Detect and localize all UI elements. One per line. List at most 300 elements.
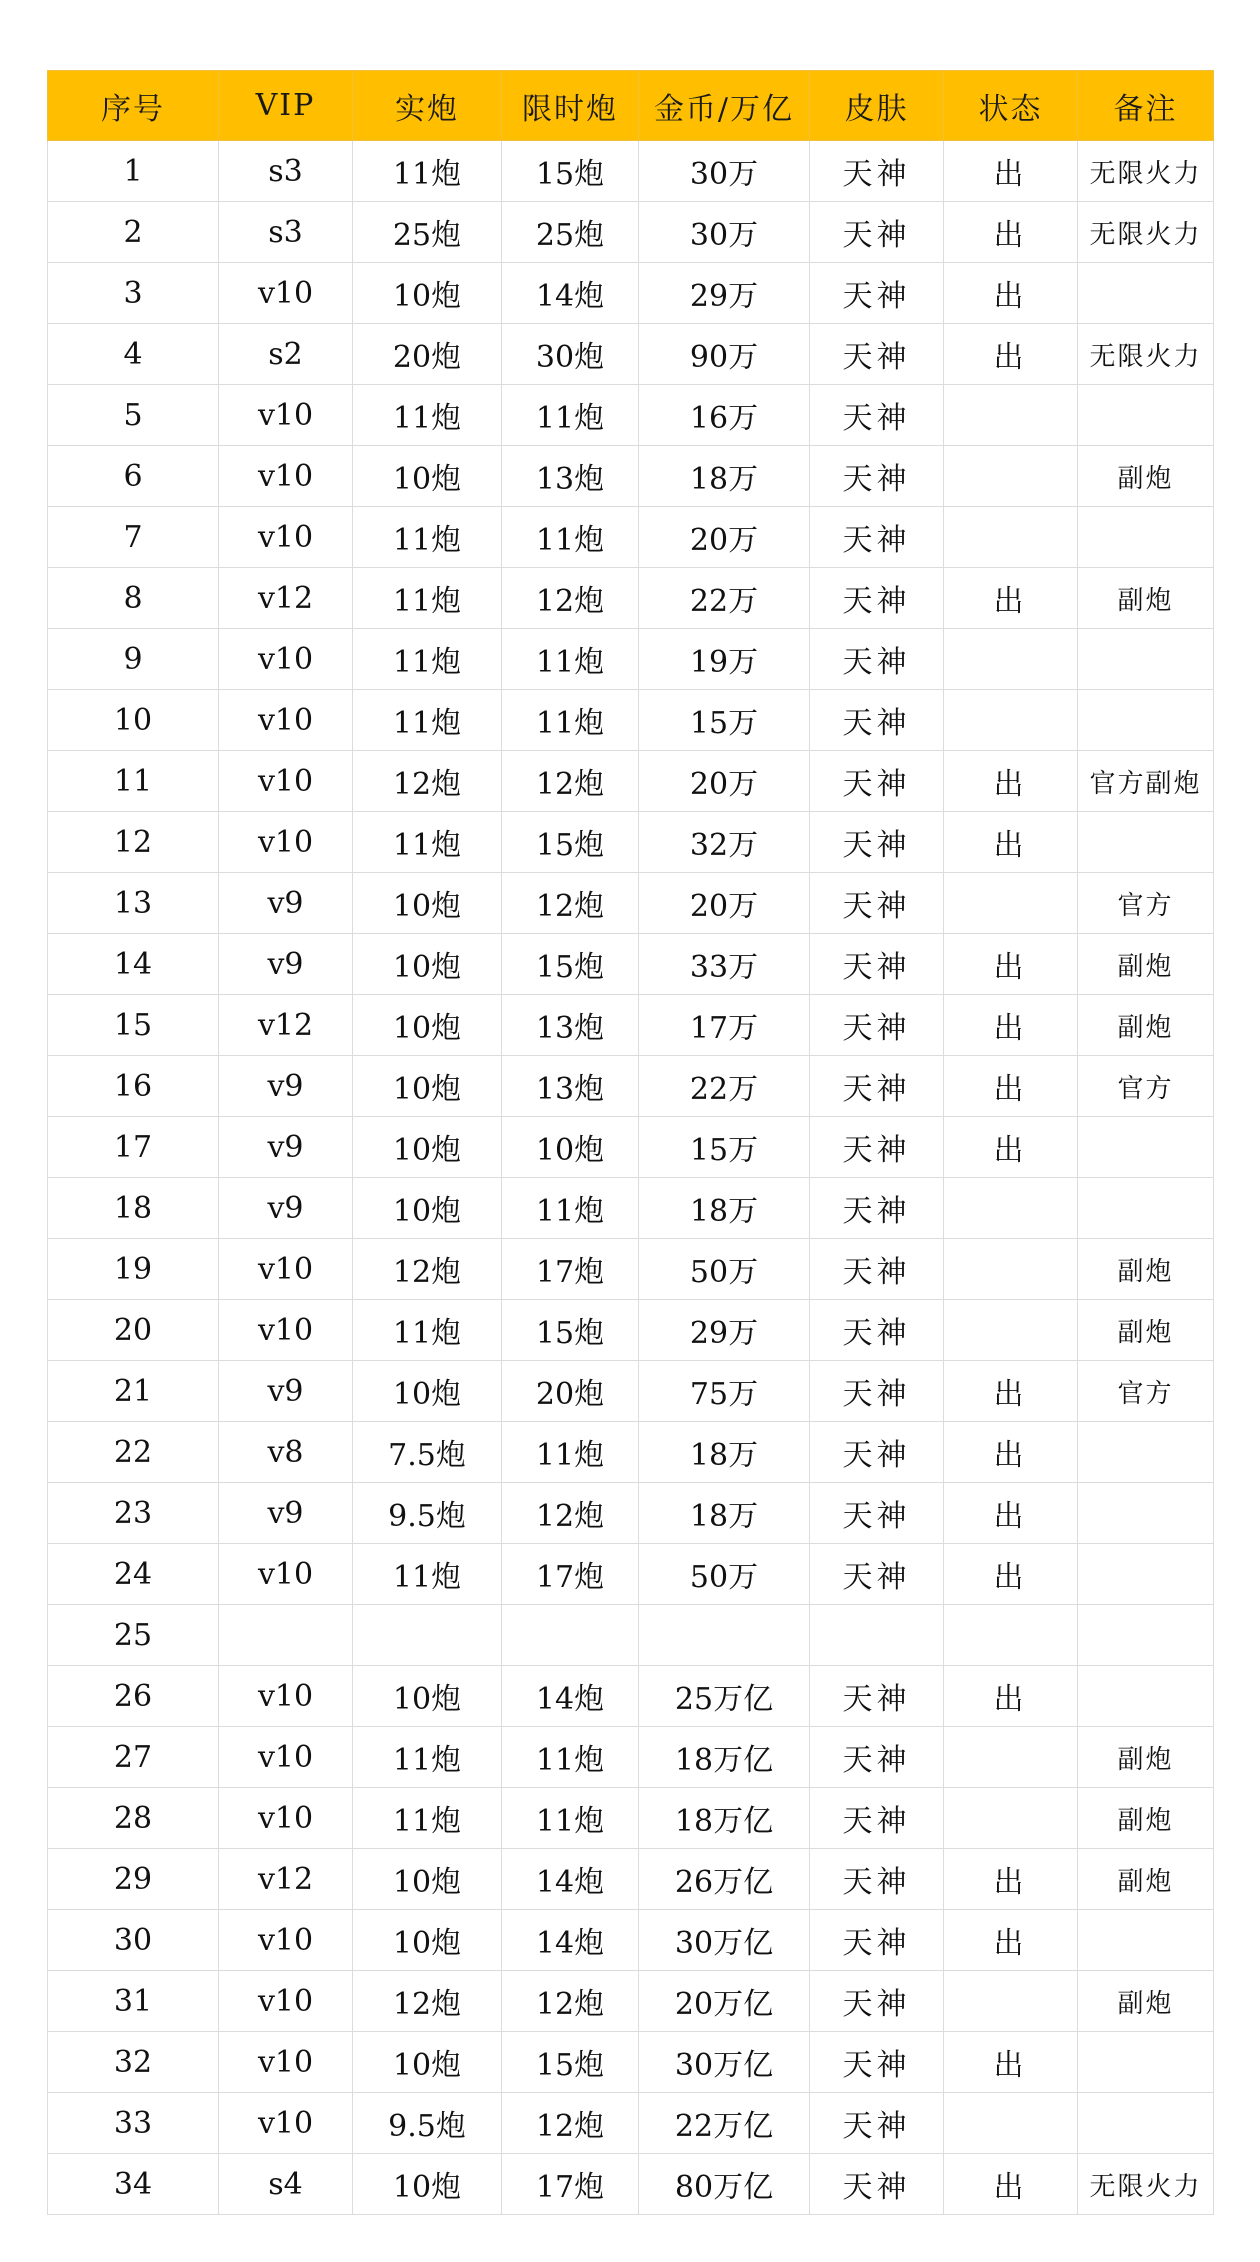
cell-timed-cannon: 15炮	[502, 1300, 639, 1361]
cell-skin: 天神	[810, 263, 944, 324]
cell-index: 16	[48, 1056, 219, 1117]
cell-index: 28	[48, 1788, 219, 1849]
cell-notes	[1078, 1666, 1214, 1727]
cell-real-cannon: 25炮	[353, 202, 502, 263]
table-body	[48, 141, 1214, 2215]
cell-notes	[1078, 263, 1214, 324]
cell-index: 8	[48, 568, 219, 629]
cell-notes	[1078, 629, 1214, 690]
cell-vip: v10	[219, 507, 353, 568]
cell-status: 出	[944, 751, 1078, 812]
cell-status	[944, 2093, 1078, 2154]
cell-notes: 无限火力	[1078, 141, 1214, 202]
cell-timed-cannon: 13炮	[502, 446, 639, 507]
table-row	[48, 1300, 1214, 1361]
cell-notes	[1078, 1544, 1214, 1605]
cell-index: 15	[48, 995, 219, 1056]
cell-timed-cannon: 11炮	[502, 1788, 639, 1849]
cell-skin: 天神	[810, 690, 944, 751]
cell-index: 27	[48, 1727, 219, 1788]
cell-timed-cannon: 17炮	[502, 2154, 639, 2215]
cell-real-cannon: 12炮	[353, 1239, 502, 1300]
cell-index: 21	[48, 1361, 219, 1422]
cell-skin: 天神	[810, 995, 944, 1056]
cell-skin: 天神	[810, 1849, 944, 1910]
cell-notes: 副炮	[1078, 568, 1214, 629]
cell-notes	[1078, 1910, 1214, 1971]
cell-status	[944, 1605, 1078, 1666]
cell-real-cannon: 12炮	[353, 1971, 502, 2032]
cell-timed-cannon: 14炮	[502, 1849, 639, 1910]
cell-status: 出	[944, 1910, 1078, 1971]
cell-status	[944, 1788, 1078, 1849]
cell-status: 出	[944, 324, 1078, 385]
table-row	[48, 1483, 1214, 1544]
cell-status	[944, 1239, 1078, 1300]
cell-skin: 天神	[810, 2032, 944, 2093]
cell-notes: 官方副炮	[1078, 751, 1214, 812]
cell-vip: s3	[219, 202, 353, 263]
cell-skin: 天神	[810, 1788, 944, 1849]
cell-coins: 33万	[639, 934, 810, 995]
cell-notes	[1078, 1483, 1214, 1544]
cell-index: 25	[48, 1605, 219, 1666]
cell-notes	[1078, 2093, 1214, 2154]
column-header-vip: VIP	[219, 71, 353, 141]
cell-status	[944, 446, 1078, 507]
table-row	[48, 2154, 1214, 2215]
cell-timed-cannon: 20炮	[502, 1361, 639, 1422]
cell-coins: 30万亿	[639, 2032, 810, 2093]
cell-coins: 26万亿	[639, 1849, 810, 1910]
cell-skin: 天神	[810, 141, 944, 202]
cell-vip: v10	[219, 1239, 353, 1300]
cell-vip: v10	[219, 2093, 353, 2154]
cell-notes: 副炮	[1078, 1727, 1214, 1788]
cell-skin: 天神	[810, 1361, 944, 1422]
cell-notes: 无限火力	[1078, 2154, 1214, 2215]
cell-real-cannon: 10炮	[353, 1056, 502, 1117]
cell-vip: v10	[219, 1910, 353, 1971]
cell-vip: v10	[219, 385, 353, 446]
cell-status: 出	[944, 1483, 1078, 1544]
cell-coins: 15万	[639, 1117, 810, 1178]
cell-real-cannon: 11炮	[353, 385, 502, 446]
cell-vip: v10	[219, 812, 353, 873]
cell-status	[944, 1971, 1078, 2032]
cell-timed-cannon: 15炮	[502, 141, 639, 202]
cell-index: 29	[48, 1849, 219, 1910]
cell-skin: 天神	[810, 934, 944, 995]
cell-vip: v10	[219, 629, 353, 690]
cell-timed-cannon: 11炮	[502, 1727, 639, 1788]
cell-coins: 30万	[639, 202, 810, 263]
cell-real-cannon: 11炮	[353, 141, 502, 202]
cell-timed-cannon: 12炮	[502, 568, 639, 629]
cell-skin: 天神	[810, 1117, 944, 1178]
cell-real-cannon: 10炮	[353, 1910, 502, 1971]
cell-status	[944, 507, 1078, 568]
cell-skin: 天神	[810, 1483, 944, 1544]
cell-skin: 天神	[810, 568, 944, 629]
cell-notes: 官方	[1078, 1361, 1214, 1422]
cell-coins: 50万	[639, 1544, 810, 1605]
cell-coins: 22万	[639, 1056, 810, 1117]
cell-real-cannon: 11炮	[353, 812, 502, 873]
cell-coins	[639, 1605, 810, 1666]
cell-notes: 副炮	[1078, 1971, 1214, 2032]
cell-vip: v10	[219, 751, 353, 812]
cell-index: 31	[48, 1971, 219, 2032]
cell-notes	[1078, 1117, 1214, 1178]
cell-status: 出	[944, 1849, 1078, 1910]
cell-coins: 29万	[639, 263, 810, 324]
cell-status	[944, 629, 1078, 690]
cell-coins: 18万	[639, 1178, 810, 1239]
cell-real-cannon: 11炮	[353, 629, 502, 690]
cell-index: 17	[48, 1117, 219, 1178]
cell-vip: v9	[219, 1483, 353, 1544]
cell-real-cannon: 10炮	[353, 873, 502, 934]
account-table	[47, 70, 1214, 2215]
cell-notes: 无限火力	[1078, 324, 1214, 385]
table-row	[48, 1422, 1214, 1483]
column-header-real-cannon: 实炮	[353, 71, 502, 141]
cell-status: 出	[944, 1056, 1078, 1117]
table-row	[48, 1910, 1214, 1971]
cell-coins: 17万	[639, 995, 810, 1056]
cell-index: 11	[48, 751, 219, 812]
cell-skin: 天神	[810, 1056, 944, 1117]
cell-timed-cannon: 12炮	[502, 1483, 639, 1544]
cell-index: 5	[48, 385, 219, 446]
cell-skin: 天神	[810, 324, 944, 385]
cell-notes	[1078, 385, 1214, 446]
cell-index: 1	[48, 141, 219, 202]
cell-timed-cannon: 12炮	[502, 1971, 639, 2032]
cell-index: 22	[48, 1422, 219, 1483]
column-header-notes: 备注	[1078, 71, 1214, 141]
cell-coins: 18万	[639, 446, 810, 507]
cell-vip: s3	[219, 141, 353, 202]
cell-notes: 副炮	[1078, 446, 1214, 507]
cell-vip: v10	[219, 2032, 353, 2093]
cell-status: 出	[944, 2154, 1078, 2215]
cell-skin: 天神	[810, 629, 944, 690]
cell-timed-cannon: 15炮	[502, 934, 639, 995]
cell-coins: 30万	[639, 141, 810, 202]
cell-index: 20	[48, 1300, 219, 1361]
cell-status: 出	[944, 141, 1078, 202]
cell-real-cannon: 12炮	[353, 751, 502, 812]
cell-vip: v12	[219, 568, 353, 629]
cell-coins: 18万亿	[639, 1788, 810, 1849]
cell-skin: 天神	[810, 873, 944, 934]
header-row	[48, 71, 1214, 141]
cell-real-cannon: 11炮	[353, 507, 502, 568]
cell-index: 34	[48, 2154, 219, 2215]
cell-index: 24	[48, 1544, 219, 1605]
cell-skin: 天神	[810, 2154, 944, 2215]
cell-vip: v10	[219, 1544, 353, 1605]
cell-real-cannon: 10炮	[353, 1849, 502, 1910]
cell-notes	[1078, 2032, 1214, 2093]
table-row	[48, 202, 1214, 263]
cell-index: 12	[48, 812, 219, 873]
table-row	[48, 1361, 1214, 1422]
column-header-index: 序号	[48, 71, 219, 141]
cell-vip: v9	[219, 1056, 353, 1117]
cell-vip: v9	[219, 873, 353, 934]
cell-skin: 天神	[810, 446, 944, 507]
cell-skin: 天神	[810, 1910, 944, 1971]
cell-real-cannon: 10炮	[353, 446, 502, 507]
cell-notes: 官方	[1078, 873, 1214, 934]
cell-real-cannon: 11炮	[353, 568, 502, 629]
cell-index: 6	[48, 446, 219, 507]
table-row	[48, 1605, 1214, 1666]
cell-skin	[810, 1605, 944, 1666]
column-header-skin: 皮肤	[810, 71, 944, 141]
column-header-coins: 金币/万亿	[639, 71, 810, 141]
cell-status	[944, 873, 1078, 934]
cell-notes: 副炮	[1078, 1300, 1214, 1361]
cell-vip: v10	[219, 1300, 353, 1361]
cell-real-cannon: 10炮	[353, 263, 502, 324]
table-row	[48, 1849, 1214, 1910]
table-row	[48, 568, 1214, 629]
cell-timed-cannon: 11炮	[502, 1422, 639, 1483]
table-row	[48, 1544, 1214, 1605]
cell-skin: 天神	[810, 507, 944, 568]
cell-timed-cannon: 25炮	[502, 202, 639, 263]
cell-notes	[1078, 507, 1214, 568]
table-row	[48, 263, 1214, 324]
table-row	[48, 2093, 1214, 2154]
cell-coins: 19万	[639, 629, 810, 690]
cell-vip: v10	[219, 446, 353, 507]
table-row	[48, 385, 1214, 446]
table-row	[48, 1056, 1214, 1117]
cell-notes: 副炮	[1078, 995, 1214, 1056]
cell-index: 19	[48, 1239, 219, 1300]
cell-status: 出	[944, 995, 1078, 1056]
cell-coins: 18万亿	[639, 1727, 810, 1788]
table-row	[48, 507, 1214, 568]
cell-index: 13	[48, 873, 219, 934]
cell-status: 出	[944, 2032, 1078, 2093]
cell-index: 26	[48, 1666, 219, 1727]
account-table-container	[47, 70, 1214, 2215]
cell-vip: v9	[219, 1117, 353, 1178]
cell-timed-cannon: 12炮	[502, 751, 639, 812]
cell-vip: v10	[219, 690, 353, 751]
cell-notes	[1078, 690, 1214, 751]
cell-coins: 25万亿	[639, 1666, 810, 1727]
cell-coins: 90万	[639, 324, 810, 385]
cell-coins: 20万亿	[639, 1971, 810, 2032]
cell-status: 出	[944, 568, 1078, 629]
cell-skin: 天神	[810, 751, 944, 812]
cell-vip: v10	[219, 1971, 353, 2032]
cell-notes: 无限火力	[1078, 202, 1214, 263]
cell-status: 出	[944, 1666, 1078, 1727]
cell-notes	[1078, 1178, 1214, 1239]
cell-real-cannon: 10炮	[353, 1666, 502, 1727]
cell-skin: 天神	[810, 385, 944, 446]
cell-timed-cannon	[502, 1605, 639, 1666]
cell-skin: 天神	[810, 1727, 944, 1788]
cell-timed-cannon: 12炮	[502, 873, 639, 934]
cell-notes	[1078, 1605, 1214, 1666]
cell-real-cannon: 11炮	[353, 1300, 502, 1361]
cell-coins: 50万	[639, 1239, 810, 1300]
cell-index: 33	[48, 2093, 219, 2154]
cell-real-cannon: 11炮	[353, 1727, 502, 1788]
cell-status	[944, 385, 1078, 446]
table-row	[48, 446, 1214, 507]
cell-real-cannon: 10炮	[353, 2032, 502, 2093]
cell-vip: v10	[219, 1727, 353, 1788]
cell-skin: 天神	[810, 2093, 944, 2154]
cell-real-cannon	[353, 1605, 502, 1666]
cell-coins: 22万亿	[639, 2093, 810, 2154]
cell-status: 出	[944, 202, 1078, 263]
table-row	[48, 1727, 1214, 1788]
cell-index: 9	[48, 629, 219, 690]
cell-vip: v10	[219, 1788, 353, 1849]
table-row	[48, 1666, 1214, 1727]
table-row	[48, 1239, 1214, 1300]
cell-status	[944, 1300, 1078, 1361]
cell-timed-cannon: 17炮	[502, 1239, 639, 1300]
cell-coins: 18万	[639, 1422, 810, 1483]
cell-status: 出	[944, 1117, 1078, 1178]
cell-status: 出	[944, 1361, 1078, 1422]
cell-coins: 18万	[639, 1483, 810, 1544]
cell-notes: 副炮	[1078, 1239, 1214, 1300]
cell-index: 23	[48, 1483, 219, 1544]
cell-skin: 天神	[810, 1971, 944, 2032]
cell-timed-cannon: 14炮	[502, 1666, 639, 1727]
cell-vip: v9	[219, 934, 353, 995]
cell-coins: 15万	[639, 690, 810, 751]
cell-vip: v12	[219, 995, 353, 1056]
table-row	[48, 995, 1214, 1056]
table-row	[48, 1971, 1214, 2032]
cell-coins: 30万亿	[639, 1910, 810, 1971]
cell-skin: 天神	[810, 202, 944, 263]
cell-skin: 天神	[810, 812, 944, 873]
cell-real-cannon: 10炮	[353, 1361, 502, 1422]
cell-status	[944, 1727, 1078, 1788]
cell-timed-cannon: 11炮	[502, 1178, 639, 1239]
cell-index: 3	[48, 263, 219, 324]
cell-status: 出	[944, 812, 1078, 873]
cell-index: 2	[48, 202, 219, 263]
cell-timed-cannon: 30炮	[502, 324, 639, 385]
cell-vip: v10	[219, 263, 353, 324]
column-header-timed-cannon: 限时炮	[502, 71, 639, 141]
cell-status: 出	[944, 934, 1078, 995]
cell-index: 4	[48, 324, 219, 385]
cell-vip: v9	[219, 1178, 353, 1239]
cell-index: 14	[48, 934, 219, 995]
cell-status	[944, 690, 1078, 751]
cell-real-cannon: 10炮	[353, 995, 502, 1056]
cell-coins: 80万亿	[639, 2154, 810, 2215]
cell-notes: 副炮	[1078, 1788, 1214, 1849]
cell-vip: v9	[219, 1361, 353, 1422]
table-row	[48, 1178, 1214, 1239]
table-row	[48, 324, 1214, 385]
cell-timed-cannon: 12炮	[502, 2093, 639, 2154]
cell-vip	[219, 1605, 353, 1666]
cell-skin: 天神	[810, 1239, 944, 1300]
cell-timed-cannon: 13炮	[502, 995, 639, 1056]
cell-timed-cannon: 15炮	[502, 2032, 639, 2093]
table-row	[48, 812, 1214, 873]
cell-vip: v12	[219, 1849, 353, 1910]
table-row	[48, 629, 1214, 690]
cell-vip: v10	[219, 1666, 353, 1727]
cell-coins: 20万	[639, 507, 810, 568]
cell-real-cannon: 10炮	[353, 1117, 502, 1178]
cell-timed-cannon: 11炮	[502, 690, 639, 751]
cell-real-cannon: 9.5炮	[353, 2093, 502, 2154]
cell-real-cannon: 11炮	[353, 1788, 502, 1849]
cell-skin: 天神	[810, 1300, 944, 1361]
cell-status: 出	[944, 1544, 1078, 1605]
cell-timed-cannon: 11炮	[502, 507, 639, 568]
cell-timed-cannon: 11炮	[502, 629, 639, 690]
table-row	[48, 873, 1214, 934]
cell-timed-cannon: 14炮	[502, 263, 639, 324]
cell-timed-cannon: 14炮	[502, 1910, 639, 1971]
table-row	[48, 1788, 1214, 1849]
table-row	[48, 690, 1214, 751]
cell-skin: 天神	[810, 1666, 944, 1727]
cell-coins: 29万	[639, 1300, 810, 1361]
cell-vip: s4	[219, 2154, 353, 2215]
cell-index: 10	[48, 690, 219, 751]
cell-real-cannon: 7.5炮	[353, 1422, 502, 1483]
cell-real-cannon: 20炮	[353, 324, 502, 385]
cell-vip: s2	[219, 324, 353, 385]
cell-coins: 75万	[639, 1361, 810, 1422]
cell-notes	[1078, 1422, 1214, 1483]
cell-real-cannon: 11炮	[353, 690, 502, 751]
cell-real-cannon: 9.5炮	[353, 1483, 502, 1544]
table-row	[48, 934, 1214, 995]
cell-coins: 20万	[639, 873, 810, 934]
cell-timed-cannon: 10炮	[502, 1117, 639, 1178]
table-row	[48, 751, 1214, 812]
cell-index: 32	[48, 2032, 219, 2093]
cell-notes	[1078, 812, 1214, 873]
cell-skin: 天神	[810, 1178, 944, 1239]
cell-notes: 副炮	[1078, 934, 1214, 995]
table-row	[48, 1117, 1214, 1178]
cell-status	[944, 1178, 1078, 1239]
cell-coins: 20万	[639, 751, 810, 812]
cell-index: 7	[48, 507, 219, 568]
cell-timed-cannon: 13炮	[502, 1056, 639, 1117]
cell-skin: 天神	[810, 1544, 944, 1605]
cell-timed-cannon: 17炮	[502, 1544, 639, 1605]
cell-coins: 32万	[639, 812, 810, 873]
cell-status: 出	[944, 263, 1078, 324]
